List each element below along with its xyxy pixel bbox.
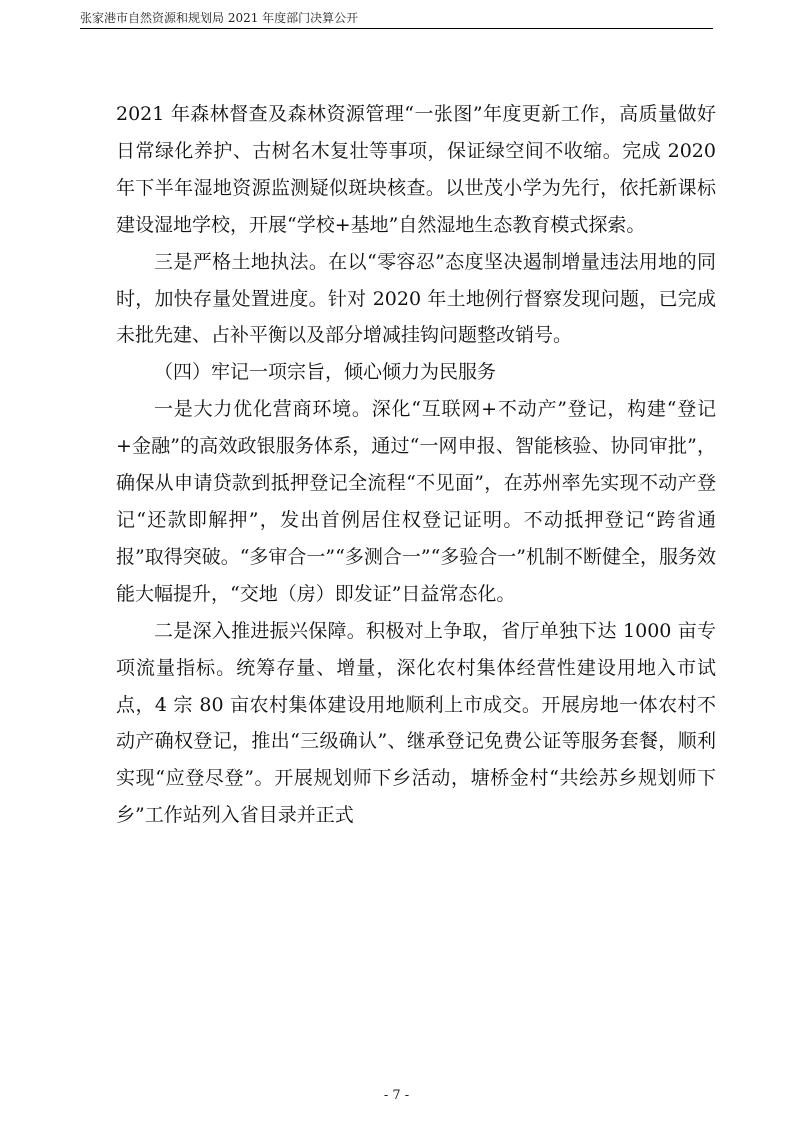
document-body (116, 96, 716, 834)
header-divider (80, 28, 713, 29)
paragraph-forest-wetland: 2021 年森林督查及森林资源管理“一张图”年度更新工作，高质量做好日常绿化养护、古树名木复壮等事项，保证绿空间不收缩。完成 2020 年下半年湿地资源监测疑似斑块核查。以世茂小学为先行，依托新课标建设湿地学校，开展“学校+基地”自然湿地生态教育模式探索。 (116, 103, 716, 236)
section-heading-public-service: （四）牢记一项宗旨，倾心倾力为民服务 (154, 361, 497, 384)
page-number: - 7 - (383, 1088, 410, 1103)
paragraph-rural-revitalization: 二是深入推进振兴保障。积极对上争取，省厅单独下达 1000 亩专项流量指标。统筹存量、增量，深化农村集体经营性建设用地入市试点，4 宗 80 亩农村集体建设用地顺利上市成交。开展房地一体农村不动产确权登记，推出“三级确认”、继承登记免费公证等服务套餐，顺利实现“应登尽登”。开展规划师下乡活动，塘桥金村“共绘苏乡规划师下乡”工作站列入省目录并正式 (116, 619, 716, 827)
running-header: 张家港市自然资源和规划局 2021 年度部门决算公开 (80, 11, 359, 25)
paragraph-land-enforcement: 三是严格土地执法。在以“零容忍”态度坚决遏制增量违法用地的同时，加快存量处置进度。针对 2020 年土地例行督察发现问题，已完成未批先建、占补平衡以及部分增减挂钩问题整改销号。 (116, 250, 716, 347)
paragraph-business-environment: 一是大力优化营商环境。深化“互联网+不动产”登记，构建“登记+金融”的高效政银服务体系，通过“一网申报、智能核验、协同审批”，确保从申请贷款到抵押登记全流程“不见面”，在苏州率先实现不动产登记“还款即解押”，发出首例居住权登记证明。不动抵押登记“跨省通报”取得突破。“多审合一”“多测合一”“多验合一”机制不断健全，服务效能大幅提升，“交地（房）即发证”日益常态化。 (116, 398, 716, 605)
